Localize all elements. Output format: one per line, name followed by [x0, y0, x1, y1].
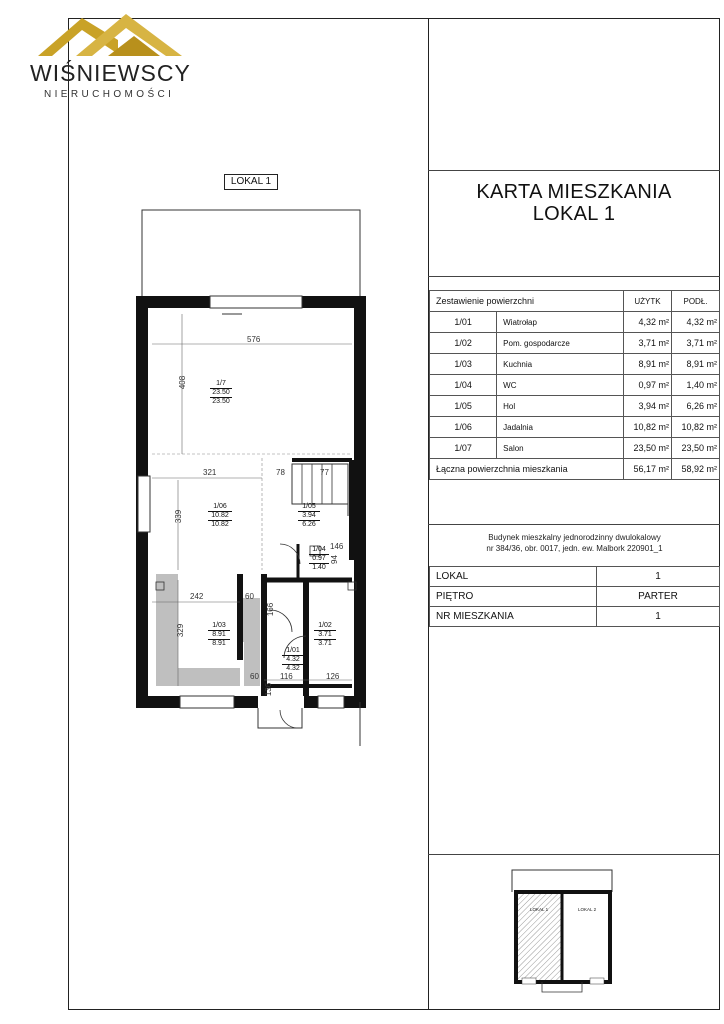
divider-line	[428, 854, 720, 855]
room-name: WC	[497, 375, 624, 396]
dimension-label: 126	[326, 672, 340, 681]
dimension-label: 576	[247, 335, 261, 344]
dimension-label: 339	[174, 509, 184, 524]
room-name: Wiatrołap	[497, 312, 624, 333]
panel-divider	[428, 18, 429, 1010]
dimension-label: 60	[245, 592, 254, 601]
room-area-floor: 8,91 m²	[672, 354, 720, 375]
divider-line	[428, 524, 720, 525]
room-id: 1/04	[430, 375, 497, 396]
room-id: 1/06	[430, 417, 497, 438]
room-id: 1/01	[430, 312, 497, 333]
room-name: Salon	[497, 438, 624, 459]
table-total-row	[430, 459, 720, 480]
info-label: PIĘTRO	[430, 587, 597, 607]
table-row	[430, 417, 720, 438]
room-area-usable: 3,71 m²	[624, 333, 672, 354]
logo-name: WIŚNIEWSCY	[30, 60, 191, 86]
room-area-usable: 4,32 m²	[624, 312, 672, 333]
building-description	[429, 532, 720, 554]
area-table	[429, 290, 720, 480]
room-area-floor: 1,40 m²	[672, 375, 720, 396]
room-area-usable: 8,91 m²	[624, 354, 672, 375]
info-row	[430, 607, 720, 627]
table-header-uzytk: UŻYTK	[624, 291, 672, 312]
room-area-floor: 10,82 m²	[672, 417, 720, 438]
room-area-usable: 23,50 m²	[624, 438, 672, 459]
room-id: 1/05	[430, 396, 497, 417]
table-row	[430, 375, 720, 396]
room-label-kuchnia: 1/03 8.91 8.91	[208, 622, 230, 648]
table-header-label: Zestawienie powierzchni	[430, 291, 624, 312]
mini-plan-label: LOKAL 1	[530, 907, 549, 912]
table-row	[430, 438, 720, 459]
dimension-label: 136	[264, 682, 274, 697]
room-name: Pom. gospodarcze	[497, 333, 624, 354]
dimension-label: 94	[329, 555, 339, 564]
info-label: LOKAL	[430, 567, 597, 587]
card-title: KARTA MIESZKANIA	[476, 181, 672, 203]
table-row	[430, 354, 720, 375]
table-row	[430, 312, 720, 333]
building-line: nr 384/36, obr. 0017, jedn. ew. Malbork 220901_1	[486, 544, 663, 553]
dimension-label: 166	[266, 602, 276, 617]
room-name: Jadalnia	[497, 417, 624, 438]
room-area-floor: 3,71 m²	[672, 333, 720, 354]
divider-line	[428, 276, 720, 277]
room-id: 1/02	[430, 333, 497, 354]
table-row	[430, 396, 720, 417]
table-row	[430, 333, 720, 354]
room-label-jadalnia: 1/06 10.82 10.82	[208, 503, 232, 529]
room-id: 1/03	[430, 354, 497, 375]
room-area-floor: 4,32 m²	[672, 312, 720, 333]
room-label-hol: 1/05 3.94 6.26	[298, 503, 320, 529]
info-label: NR MIESZKANIA	[430, 607, 597, 627]
room-label-salon: 1/7 23.50 23.50	[210, 380, 232, 406]
room-label-wiatrolap: 1/01 4.32 4.32	[282, 647, 304, 673]
room-name: Kuchnia	[497, 354, 624, 375]
room-area-usable: 3,94 m²	[624, 396, 672, 417]
info-value: PARTER	[597, 587, 720, 607]
dimension-label: 321	[203, 468, 217, 477]
info-value: 1	[597, 567, 720, 587]
dimension-label: 408	[178, 375, 188, 390]
room-id: 1/07	[430, 438, 497, 459]
dimension-label: 329	[176, 623, 186, 638]
dimension-label: 60	[250, 672, 259, 681]
roof-logo-icon	[36, 10, 186, 60]
room-area-usable: 0,97 m²	[624, 375, 672, 396]
plan-tag: LOKAL 1	[224, 174, 278, 190]
info-row	[430, 567, 720, 587]
room-label-wc: 1/04 0.97 1.40	[309, 546, 329, 572]
info-row	[430, 587, 720, 607]
room-area-floor: 23,50 m²	[672, 438, 720, 459]
total-floor: 58,92 m²	[672, 459, 720, 480]
room-area-floor: 6,26 m²	[672, 396, 720, 417]
card-subtitle: LOKAL 1	[532, 203, 616, 225]
divider-line	[428, 170, 720, 171]
building-line: Budynek mieszkalny jednorodzinny dwulokalowy	[488, 533, 661, 542]
mini-plan-label: LOKAL 2	[578, 907, 597, 912]
dimension-label: 78	[276, 468, 285, 477]
room-name: Hol	[497, 396, 624, 417]
table-header-row	[430, 291, 720, 312]
total-usable: 56,17 m²	[624, 459, 672, 480]
floor-plan-drawing	[130, 190, 370, 750]
total-label: Łączna powierzchnia mieszkania	[430, 459, 624, 480]
dimension-label: 146	[330, 542, 344, 551]
mini-plan-drawing	[506, 866, 618, 998]
info-value: 1	[597, 607, 720, 627]
room-area-usable: 10,82 m²	[624, 417, 672, 438]
table-header-podl: PODŁ.	[672, 291, 720, 312]
dimension-label: 116	[280, 672, 293, 681]
dimension-label: 242	[190, 592, 204, 601]
dimension-label: 77	[320, 468, 329, 477]
logo-subtitle: NIERUCHOMOŚCI	[44, 89, 175, 100]
room-label-pom-gospodarcze: 1/02 3.71 3.71	[314, 622, 336, 648]
info-table	[429, 566, 720, 627]
